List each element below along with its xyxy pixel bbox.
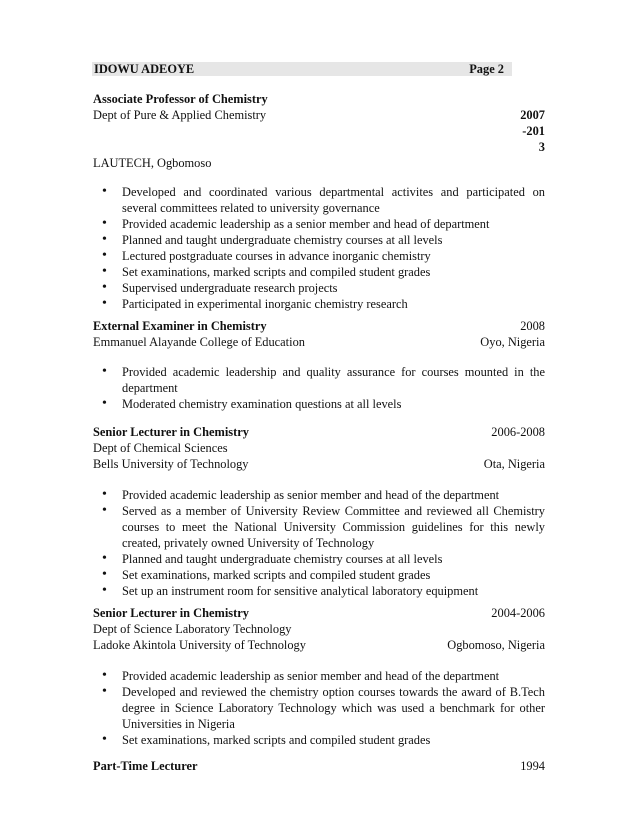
list-item: • Supervised undergraduate research projects [93, 280, 545, 296]
job-year: 2008 [520, 319, 545, 333]
institution: Ladoke Akintola University of Technology [93, 638, 306, 652]
job-title: Associate Professor of Chemistry [93, 92, 268, 106]
job-title: Part-Time Lecturer [93, 759, 198, 773]
section-associate-professor [93, 91, 545, 312]
list-item: • Developed and reviewed the chemistry option courses towards the award of B.Tech degree in Science Laboratory Technology which was used a benchmark for other Universities in Nigeria [93, 684, 545, 732]
job-year: 1994 [520, 759, 545, 773]
page-number: Page 2 [469, 62, 504, 76]
institution: LAUTECH, Ogbomoso [93, 156, 212, 170]
department: Dept of Science Laboratory Technology [93, 622, 292, 636]
bullet-list [93, 184, 545, 312]
bullet-list [93, 668, 545, 748]
section-part-time-lecturer [93, 758, 545, 774]
list-item: • Provided academic leadership as a senior member and head of department [93, 216, 545, 232]
department: Dept of Pure & Applied Chemistry [93, 108, 267, 122]
job-title: External Examiner in Chemistry [93, 319, 267, 333]
list-item: • Planned and taught undergraduate chemistry courses at all levels [93, 232, 545, 248]
list-item: • Provided academic leadership and quality assurance for courses mounted in the department [93, 364, 545, 396]
job-year: 2007 -201 3 [520, 108, 545, 154]
list-item: • Planned and taught undergraduate chemistry courses at all levels [93, 551, 545, 567]
institution: Bells University of Technology [93, 457, 249, 471]
job-year: 2006-2008 [491, 425, 545, 439]
list-item: • Set up an instrument room for sensitive analytical laboratory equipment [93, 583, 545, 599]
job-title: Senior Lecturer in Chemistry [93, 606, 249, 620]
header-name: IDOWU ADEOYE [94, 62, 195, 76]
location: Ogbomoso, Nigeria [447, 638, 545, 652]
list-item: • Developed and coordinated various departmental activites and participated on several committees related to university governance [93, 184, 545, 216]
location: Oyo, Nigeria [480, 335, 545, 349]
bullet-list [93, 364, 545, 412]
department: Dept of Chemical Sciences [93, 441, 228, 455]
list-item: • Set examinations, marked scripts and compiled student grades [93, 567, 545, 583]
section-senior-lecturer-bells [93, 424, 545, 599]
list-item: • Participated in experimental inorganic chemistry research [93, 296, 545, 312]
job-year: 2004-2006 [491, 606, 545, 620]
list-item: • Lectured postgraduate courses in advance inorganic chemistry [93, 248, 545, 264]
section-senior-lecturer-ladoke [93, 605, 545, 748]
list-item: • Moderated chemistry examination questions at all levels [93, 396, 545, 412]
institution: Emmanuel Alayande College of Education [93, 335, 305, 349]
bullet-list [93, 487, 545, 599]
page-header [92, 62, 512, 76]
list-item: • Provided academic leadership as senior member and head of the department [93, 668, 545, 684]
job-title: Senior Lecturer in Chemistry [93, 425, 249, 439]
location: Ota, Nigeria [483, 457, 545, 471]
list-item: • Set examinations, marked scripts and compiled student grades [93, 732, 545, 748]
list-item: • Served as a member of University Review Committee and reviewed all Chemistry courses to meet the National University Commission guidelines for this newly created, privately owned University of Technology [93, 503, 545, 551]
list-item: • Provided academic leadership as senior member and head of the department [93, 487, 545, 503]
section-external-examiner [93, 318, 545, 412]
list-item: • Set examinations, marked scripts and compiled student grades [93, 264, 545, 280]
